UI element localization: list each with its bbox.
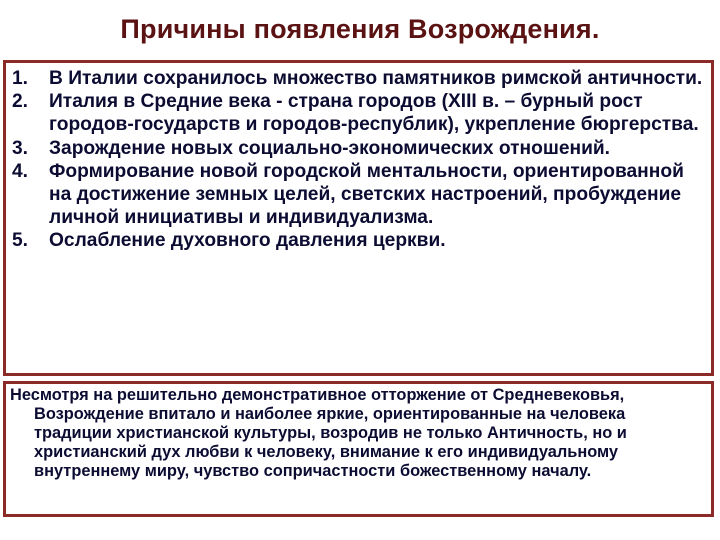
note-box: [3, 381, 714, 517]
reason-text: В Италии сохранилось множество памятников римской античности.: [49, 68, 703, 89]
reason-number: 3.: [12, 137, 29, 159]
reason-number: 5.: [12, 230, 29, 252]
slide-title: Причины появления Возрождения.: [120, 14, 600, 44]
reason-text: Италия в Средние века - страна городов (XIII в. – бурный рост городов-государств и городов-республик), укрепление бюргерства.: [49, 91, 699, 136]
reason-number: 2.: [12, 91, 29, 113]
reason-number: 4.: [12, 160, 29, 182]
reason-item: [12, 137, 709, 160]
reason-item: [12, 229, 709, 252]
reasons-box: [3, 60, 714, 376]
note-text: Несмотря на решительно демонстративное отторжение от Средневековья, Возрождение впитало и наиболее яркие, ориентированные на человека традиции христианской культуры, возродив не только Античность, но и христианский дух любви к человеку, внимание к его индивидуальному внутреннему миру, чувство сопричастности божественному началу.: [10, 386, 627, 480]
reason-item: [12, 90, 709, 136]
reason-item: [12, 160, 709, 230]
reason-text: Зарождение новых социально-экономических отношений.: [49, 137, 611, 159]
reason-text: Формирование новой городской ментальности, ориентированной на достижение земных целей, светских настроений, пробуждение личной инициативы и индивидуализма.: [49, 160, 684, 229]
reason-text: Ослабление духовного давления церкви.: [49, 230, 446, 252]
reason-number: 1.: [12, 68, 29, 89]
reasons-list: [12, 67, 709, 253]
reason-item: [12, 67, 709, 90]
